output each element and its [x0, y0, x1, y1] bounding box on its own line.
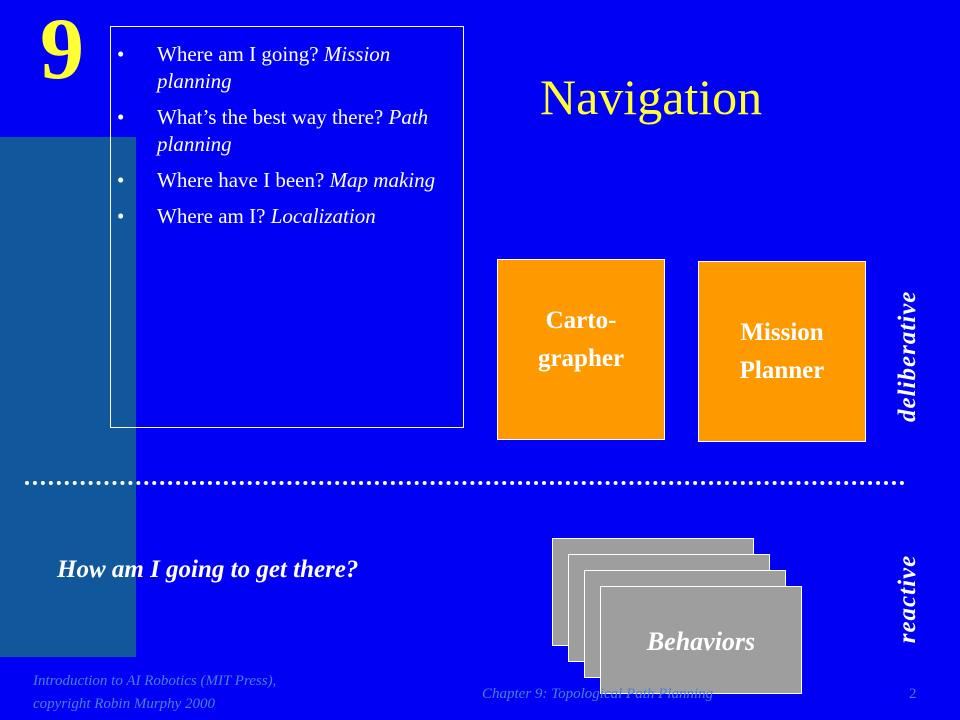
- bullet-topic: Localization: [270, 204, 376, 228]
- footer-source: [33, 670, 363, 716]
- bullet-icon: •: [117, 105, 125, 129]
- path-planning-question: How am I going to get there?: [57, 556, 359, 583]
- mission-planner-label-line2: Planner: [739, 356, 825, 384]
- list-item: [111, 104, 457, 158]
- behavior-card-front: [600, 586, 802, 694]
- bullet-question: Where am I going?: [157, 42, 324, 66]
- chapter-number: 9: [40, 1, 84, 98]
- footer-source-line2: copyright Robin Murphy 2000: [33, 696, 216, 712]
- reactive-layer-label: reactive: [894, 554, 921, 644]
- questions-list: [111, 27, 463, 230]
- questions-box: [110, 26, 464, 428]
- cartographer-label-line2: grapher: [537, 344, 625, 372]
- bullet-topic: Map making: [329, 168, 436, 192]
- cartographer-label-line1: Carto-: [545, 306, 617, 334]
- bullet-question: What’s the best way there?: [157, 105, 389, 129]
- bullet-icon: •: [117, 168, 125, 192]
- list-item: [111, 167, 457, 194]
- list-item: [111, 41, 457, 95]
- deliberative-layer-label: deliberative: [894, 290, 921, 422]
- bullet-question: Where have I been?: [157, 168, 330, 192]
- behaviors-label: Behaviors: [646, 627, 756, 656]
- bullet-question: Where am I?: [157, 204, 271, 228]
- mission-planner-module: [698, 261, 866, 442]
- footer-source-line1: Introduction to AI Robotics (MIT Press),: [33, 673, 277, 689]
- page-number: 2: [909, 686, 917, 702]
- mission-planner-label-line1: Mission: [740, 318, 824, 346]
- footer-chapter: Chapter 9: Topological Path Planning: [482, 686, 714, 702]
- slide-title: Navigation: [540, 69, 763, 125]
- bullet-icon: •: [117, 204, 125, 228]
- list-item: [111, 203, 457, 230]
- layer-divider: [25, 481, 905, 485]
- bullet-topic: Mission planning: [157, 42, 391, 93]
- cartographer-module: [497, 259, 665, 440]
- bullet-topic: Path planning: [157, 105, 429, 156]
- bullet-icon: •: [117, 42, 125, 66]
